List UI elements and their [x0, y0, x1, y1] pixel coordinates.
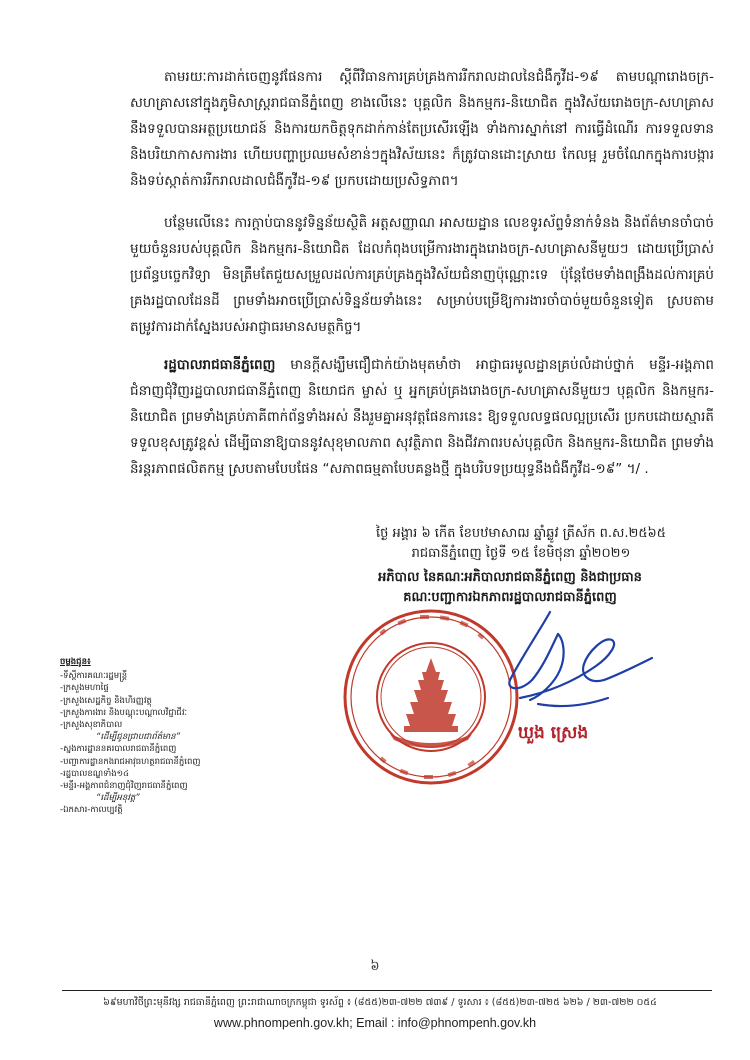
recipient-item: -ស្នងការដ្ឋាននគរបាលរាជធានីភ្នំពេញ [60, 744, 177, 755]
recipient-item: -បញ្ជាការដ្ឋានកងរាជអាវុធហត្ថរាជធានីភ្នំពេញ [60, 756, 201, 767]
recipient-item: -ទីស្តីការគណៈរដ្ឋមន្ត្រី [60, 671, 128, 682]
recipient-item: -ក្រសួងការងារ និងបណ្តុះបណ្តាលវិជ្ជាជីវៈ [60, 707, 188, 718]
recipients-list [60, 656, 320, 817]
recipient-item: “ដើម្បីជូនជ្រាបជាព័ត៌មាន” [96, 732, 181, 743]
signer-title-line1: អភិបាល នៃគណៈអភិបាលរាជធានីភ្នំពេញ និងជាប្រធាន [378, 570, 642, 585]
paragraph-text: មានក្តីសង្ឃឹមជឿជាក់យ៉ាងមុតមាំថា អាជ្ញាធរមូលដ្ឋានគ្រប់លំដាប់ថ្នាក់ មន្ទីរ-អង្គភាពជំនាញជុំវិញរដ្ឋបាលរាជធានីភ្នំពេញ និយោជក ម្ចាស់ ឬ អ្នកគ្រប់គ្រងរោងចក្រ-សហគ្រាសនីមួយៗ បុគ្គលិក និងកម្មករ-និយោជិត ព្រមទាំងគ្រប់ភាគីពាក់ព័ន្ធទាំងអស់ នឹងរួមគ្នាអនុវត្តផែនការនេះ ឱ្យទទួលលទ្ធផលល្អប្រសើរ ប្រកបដោយស្មារតីទទួលខុសត្រូវខ្ពស់ ដើម្បីធានាឱ្យបាននូវសុខុមាលភាព សុវត្ថិភាព និងជីវភាពរបស់បុគ្គលិក និងកម្មករ-និយោជិត ព្រមទាំងនិរន្តរភាពផលិតកម្ម ស្របតាមបែបផែន “សភាពធម្មតាបែបគន្លងថ្មី ក្នុងបរិបទប្រយុទ្ធនឹងជំងឺកូវីដ-១៩” ។/ . [130, 357, 714, 477]
lunar-date: ថ្ងៃ អង្គារ ៦ កើត ខែបឋមាសាឍ ឆ្នាំឆ្លូវ ត្រីស័ក ព.ស.២៥៦៥ [376, 526, 666, 541]
footer-divider [62, 990, 712, 991]
recipients-items [60, 670, 320, 816]
body-paragraph-2 [130, 210, 714, 340]
paragraph-text: បន្ថែមលើនេះ ការក្តាប់បាននូវទិន្នន័យស្ថិតិ អត្តសញ្ញាណ អាសយដ្ឋាន លេខទូរស័ព្ទទំនាក់ទំនង និងព័ត៌មានចាំបាច់មួយចំនួនរបស់បុគ្គលិក និងកម្មករ-និយោជិត ដែលកំពុងបម្រើការងារក្នុងរោងចក្រ-សហគ្រាសនីមួយៗ ដោយប្រើប្រាស់ប្រព័ន្ធបច្ចេកវិទ្យា មិនត្រឹមតែជួយសម្រួលដល់ការគ្រប់គ្រងក្នុងវិស័យជំនាញប៉ុណ្ណោះទេ ប៉ុន្តែថែមទាំងពង្រឹងដល់ការគ្រប់គ្រងរដ្ឋបាលដែនដី ព្រមទាំងអាចប្រើប្រាស់ទិន្នន័យទាំងនេះ សម្រាប់បម្រើឱ្យការងារចាំបាច់មួយចំនួនទៀត ស្របតាមតម្រូវការដាក់ស្នែងរបស់អាជ្ញាធរមានសមត្ថកិច្ច។ [130, 215, 714, 335]
page-number: ៦ [370, 959, 380, 974]
footer-address: ៦៩មហាវិថីព្រះមុនីវង្ស រាជធានីភ្នំពេញ ព្រះរាជាណាចក្រកម្ពុជា ទូរស័ព្ទ ៖ (៨៥៥)២៣-៧២២ ៧៣៩ / ទូរសារ ៖ (៨៥៥)២៣-៧២៥ ៦២៦ / ២៣-៧២២ ០៥៤ [103, 997, 657, 1008]
recipient-item: “ដើម្បីអនុវត្ត” [96, 793, 140, 804]
recipient-item: -មន្ទីរ-អង្គភាពជំនាញជុំវិញរាជធានីភ្នំពេញ [60, 781, 188, 792]
handwritten-signature-icon [480, 600, 670, 720]
recipient-item: -រដ្ឋបាលខណ្ឌទាំង១៤ [60, 768, 130, 779]
recipient-item: -ក្រសួងសុខាភិបាល [60, 720, 123, 731]
recipient-item: -ឯកសារ-កាលប្បវត្តិ [60, 805, 123, 816]
recipients-heading: ចម្លងជូន៖ [60, 657, 91, 667]
solar-date: រាជធានីភ្នំពេញ ថ្ងៃទី ១៥ ខែមិថុនា ឆ្នាំ២០២១ [411, 546, 631, 561]
recipient-item: -ក្រសួងសេដ្ឋកិច្ច និងហិរញ្ញវត្ថុ [60, 695, 152, 706]
body-paragraph-3 [130, 352, 714, 482]
footer-website: www.phnompenh.gov.kh; Email : info@phnompenh.gov.kh [213, 1016, 537, 1030]
recipient-item: -ក្រសួងមហាផ្ទៃ [60, 683, 109, 694]
signer-name: ឃួង ស្រេង [517, 723, 589, 743]
signer-title-line2: គណៈបញ្ជាការឯកភាពរដ្ឋបាលរាជធានីភ្នំពេញ [403, 590, 617, 605]
paragraph-text: តាមរយៈការដាក់ចេញនូវផែនការ ស្តីពីវិធានការគ្រប់គ្រងការរីករាលដាលនៃជំងឺកូវីដ-១៩ តាមបណ្តារោងចក្រ-សហគ្រាសនៅក្នុងភូមិសាស្ត្ររាជធានីភ្នំពេញ ខាងលើនេះ បុគ្គលិក និងកម្មករ-និយោជិត ក្នុងវិស័យរោងចក្រ-សហគ្រាស នឹងទទួលបានអត្ថប្រយោជន៍ និងការយកចិត្តទុកដាក់កាន់តែប្រសើរឡើង ទាំងការស្នាក់នៅ ការធ្វើដំណើរ ការទទួលទាន និងបរិយាកាសការងារ ហើយបញ្ហាប្រឈមសំខាន់ៗក្នុងវិស័យនេះ ក៏ត្រូវបានដោះស្រាយ កែលម្អ រួមចំណែកក្នុងការបង្ការ និងទប់ស្កាត់ការរីករាលដាលជំងឺកូវីដ-១៩ ប្រកបដោយប្រសិទ្ធភាព។ [130, 69, 714, 189]
body-paragraph-1 [130, 64, 714, 194]
paragraph-lead: រដ្ឋបាលរាជធានីភ្នំពេញ [164, 357, 276, 373]
